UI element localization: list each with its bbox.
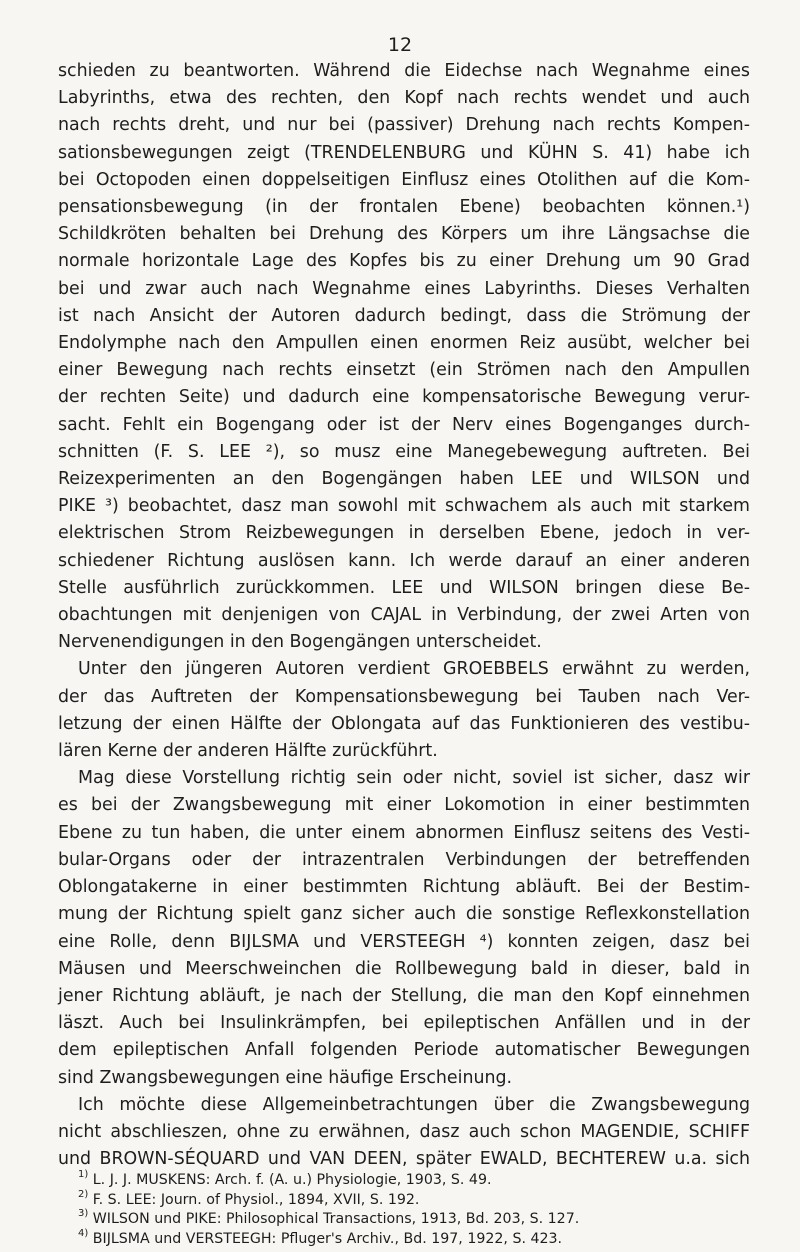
text-line: der rechten Seite) und dadurch eine kompensatorische Bewegung verur- [58,387,750,408]
text-line: Mäusen und Meerschweinchen die Rollbewegung bald in dieser, bald in [58,958,750,979]
footnotes [78,1171,758,1249]
text-line: nicht abschlieszen, ohne zu erwähnen, dasz auch schon MAGENDIE, SCHIFF [58,1121,750,1142]
text-line: einer Bewegung nach rechts einsetzt (ein Strömen nach den Ampullen [58,360,750,381]
footnote-marker: 1) [78,1169,89,1180]
text-line: und BROWN-SÉQUARD und VAN DEEN, später EWALD, BECHTEREW u.a. sich [58,1149,750,1170]
text-line: bei Octopoden einen doppelseitigen Einflusz eines Otolithen auf die Kom- [58,169,750,190]
text-line: dem epileptischen Anfall folgenden Periode automatischer Bewegungen [58,1040,750,1061]
text-line: Ich möchte diese Allgemeinbetrachtungen über die Zwangsbewegung [78,1094,750,1115]
footnote [78,1210,758,1230]
text-line: der das Auftreten der Kompensationsbewegung bei Tauben nach Ver- [58,686,750,707]
text-line: Labyrinths, etwa des rechten, den Kopf nach rechts wendet und auch [58,88,750,109]
text-line: mung der Richtung spielt ganz sicher auch die sonstige Reflexkonstellation [58,904,750,925]
text-line: läszt. Auch bei Insulinkrämpfen, bei epileptischen Anfällen und in der [58,1013,750,1034]
footnote-text: WILSON und PIKE: Philosophical Transactions, 1913, Bd. 203, S. 127. [92,1211,580,1228]
text-line: Stelle ausführlich zurückkommen. LEE und WILSON bringen diese Be- [58,577,750,598]
text-line: ist nach Ansicht der Autoren dadurch bedingt, dass die Strömung der [58,305,750,326]
text-line: jener Richtung abläuft, je nach der Stellung, die man den Kopf einnehmen [58,985,750,1006]
text-line: nach rechts dreht, und nur bei (passiver) Drehung nach rechts Kompen- [58,115,750,136]
text-line: Mag diese Vorstellung richtig sein oder nicht, soviel ist sicher, dasz wir [78,768,750,789]
footnote-text: F. S. LEE: Journ. of Physiol., 1894, XVII, S. 192. [92,1191,420,1208]
text-line: Nervenendigungen in den Bogengängen unterscheidet. [58,632,542,653]
text-line: schieden zu beantworten. Während die Eidechse nach Wegnahme eines [58,61,750,81]
text-line: Schildkröten behalten bei Drehung des Körpers um ihre Längsachse die [58,224,750,245]
text-line: sacht. Fehlt ein Bogengang oder ist der Nerv eines Bogenganges durch- [58,414,750,435]
body-text [58,58,750,1173]
footnote-marker: 2) [78,1188,89,1200]
text-line: normale horizontale Lage des Kopfes bis zu einer Drehung um 90 Grad [58,251,750,272]
footnote [78,1227,758,1250]
footnote-marker: 3) [78,1208,89,1220]
text-line: obachtungen mit denjenigen von CAJAL in Verbindung, der zwei Arten von [58,605,750,626]
text-line: schnitten (F. S. LEE ²), so musz eine Manegebewegung auftreten. Bei [58,441,750,462]
page-number: 12 [387,34,413,56]
text-line: PIKE ³) beobachtet, dasz man sowohl mit schwachem als auch mit starkem [58,496,750,517]
text-line: letzung der einen Hälfte der Oblongata auf das Funktionieren des vestibu- [58,713,750,734]
footnote-text: BIJLSMA und VERSTEEGH: Pfluger's Archiv., Bd. 197, 1922, S. 423. [92,1230,563,1247]
footnote [78,1171,758,1191]
footnote-marker: 4) [78,1227,89,1239]
text-line: eine Rolle, denn BIJLSMA und VERSTEEGH ⁴) konnten zeigen, dasz bei [58,931,750,952]
text-line: lären Kerne der anderen Hälfte zurückführt. [58,741,438,762]
text-line: bular-Organs oder der intrazentralen Verbindungen der betreffenden [58,849,750,870]
text-line: Oblongatakerne in einer bestimmten Richtung abläuft. Bei der Bestim- [58,877,750,898]
text-line: Endolymphe nach den Ampullen einen enormen Reiz ausübt, welcher bei [58,333,750,354]
text-line: Ebene zu tun haben, die unter einem abnormen Einflusz seitens des Vesti- [58,822,750,843]
footnote [78,1188,758,1211]
footnote-text: L. J. J. MUSKENS: Arch. f. (A. u.) Physiologie, 1903, S. 49. [92,1172,492,1188]
text-line: sationsbewegungen zeigt (TRENDELENBURG und KÜHN S. 41) habe ich [58,142,750,163]
text-line: Reizexperimenten an den Bogengängen haben LEE und WILSON und [58,469,750,490]
text-line: pensationsbewegung (in der frontalen Ebene) beobachten können.¹) [58,197,750,218]
text-line: bei und zwar auch nach Wegnahme eines Labyrinths. Dieses Verhalten [58,278,750,299]
text-line: elektrischen Strom Reizbewegungen in derselben Ebene, jedoch in ver- [58,523,750,544]
text-line: sind Zwangsbewegungen eine häufige Erscheinung. [58,1067,513,1088]
text-line: Unter den jüngeren Autoren verdient GROEBBELS erwähnt zu werden, [78,659,750,680]
text-line: schiedener Richtung auslösen kann. Ich werde darauf an einer anderen [58,550,750,571]
text-line: es bei der Zwangsbewegung mit einer Lokomotion in einer bestimmten [58,795,750,816]
